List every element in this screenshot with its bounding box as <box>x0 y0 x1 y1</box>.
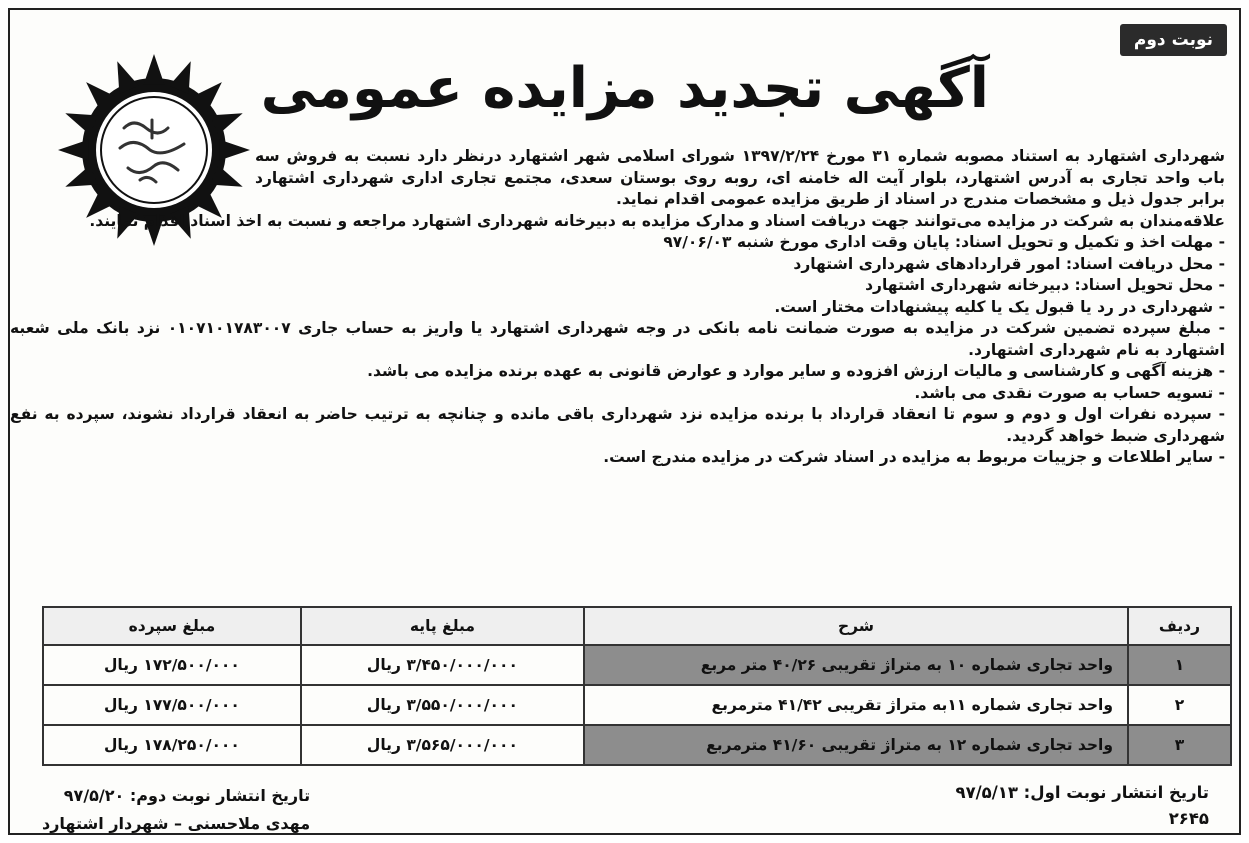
header-base-price: مبلغ پایه <box>301 607 584 645</box>
invite-paragraph: علاقه‌مندان به شرکت در مزایده می‌توانند جهت دریافت اسناد و مدارک مزایده به دبیرخانه شهرداری اشتهارد مراجعه و نسبت به اخذ اسناد اقدام نمایند. <box>89 211 1225 230</box>
row-number: ۱ <box>1128 645 1231 685</box>
row-base-price: ۳/۴۵۰/۰۰۰/۰۰۰ ریال <box>301 645 584 685</box>
header-row-number: ردیف <box>1128 607 1231 645</box>
row-deposit: ۱۷۲/۵۰۰/۰۰۰ ریال <box>43 645 301 685</box>
notice-code: ۲۶۴۵ <box>1168 809 1209 828</box>
row-description: واحد تجاری شماره ۱۲ به متراژ تقریبی ۴۱/۶۰ مترمربع <box>584 725 1128 765</box>
table-row <box>43 685 1231 725</box>
row-deposit: ۱۷۷/۵۰۰/۰۰۰ ریال <box>43 685 301 725</box>
row-base-price: ۳/۵۶۵/۰۰۰/۰۰۰ ریال <box>301 725 584 765</box>
header-deposit: مبلغ سپرده <box>43 607 301 645</box>
first-publication-date: تاریخ انتشار نوبت اول: ۹۷/۵/۱۳ <box>955 783 1209 802</box>
footer-signature-block <box>42 782 310 838</box>
row-description: واحد تجاری شماره ۱۰ به متراژ تقریبی ۴۰/۲۶ متر مربع <box>584 645 1128 685</box>
emblem-ray <box>143 54 164 85</box>
notice-title: آگهی تجدید مزایده عمومی <box>260 56 989 121</box>
footer-first-publication <box>956 780 1209 832</box>
table-header-row <box>43 607 1231 645</box>
bullet-delivery-location: - محل تحویل اسناد: دبیرخانه شهرداری اشتهارد <box>865 276 1225 294</box>
row-base-price: ۳/۵۵۰/۰۰۰/۰۰۰ ریال <box>301 685 584 725</box>
intro-paragraph: شهرداری اشتهارد به استناد مصوبه شماره ۳۱ مورخ ۱۳۹۷/۲/۲۴ شورای اسلامی شهر اشتهارد درنظر دارد نسبت به فروش سه باب واحد تجاری به آدرس اشتهارد، بلوار آیت اله خامنه ای، روبه روی بوستان سعدی، مجتمع تجاری اداری شهرداری اشتهارد برابر جدول ذیل و مشخصات مندرج در اسناد از طریق مزایده عمومی اقدام نماید. <box>255 147 1225 208</box>
notice-body <box>10 146 1225 469</box>
second-publication-date: تاریخ انتشار نوبت دوم: ۹۷/۵/۲۰ <box>63 786 311 805</box>
row-deposit: ۱۷۸/۲۵۰/۰۰۰ ریال <box>43 725 301 765</box>
units-table-wrap <box>42 606 1232 766</box>
table-row <box>43 645 1231 685</box>
bullet-costs: - هزینه آگهی و کارشناسی و مالیات ارزش افزوده و سایر موارد و عوارض قانونی به عهده برنده مزایده می باشد. <box>367 362 1225 380</box>
units-table <box>42 606 1232 766</box>
row-number: ۲ <box>1128 685 1231 725</box>
mayor-signature: مهدی ملاحسنی – شهردار اشتهارد <box>42 814 311 833</box>
bullet-deposit: - مبلغ سپرده تضمین شرکت در مزایده به صورت ضمانت نامه بانکی در وجه شهرداری اشتهارد یا واریز به حساب جاری ۰۱۰۷۱۰۱۷۸۳۰۰۷ نزد بانک ملی شعبه اشتهارد به نام شهرداری اشتهارد. <box>10 319 1225 359</box>
bullet-winners-deposit: - سپرده نفرات اول و دوم و سوم تا انعقاد قرارداد با برنده مزایده نزد شهرداری باقی مانده و چنانچه به ترتیب حاضر به انعقاد قرارداد نشوند، سپرده به نفع شهرداری ضبط خواهد گردید. <box>10 405 1225 445</box>
notice-frame <box>8 8 1241 835</box>
bullet-settlement: - تسویه حساب به صورت نقدی می باشد. <box>914 383 1225 402</box>
header-description: شرح <box>584 607 1128 645</box>
round-badge: نوبت دوم <box>1120 24 1227 56</box>
row-number: ۳ <box>1128 725 1231 765</box>
bullet-other-info: - سایر اطلاعات و جزییات مربوط به مزایده در اسناد شرکت در مزایده مندرج است. <box>603 448 1225 466</box>
bullet-rejection-right: - شهرداری در رد یا قبول یک یا کلیه پیشنهادات مختار است. <box>774 297 1225 316</box>
bullet-receive-location: - محل دریافت اسناد: امور قراردادهای شهرداری اشتهارد <box>793 254 1225 273</box>
bullet-deadline: - مهلت اخذ و تکمیل و تحویل اسناد: پایان وقت اداری مورخ شنبه ۹۷/۰۶/۰۳ <box>663 233 1225 251</box>
table-row <box>43 725 1231 765</box>
row-description: واحد تجاری شماره ۱۱به متراژ تقریبی ۴۱/۴۲ مترمربع <box>584 685 1128 725</box>
